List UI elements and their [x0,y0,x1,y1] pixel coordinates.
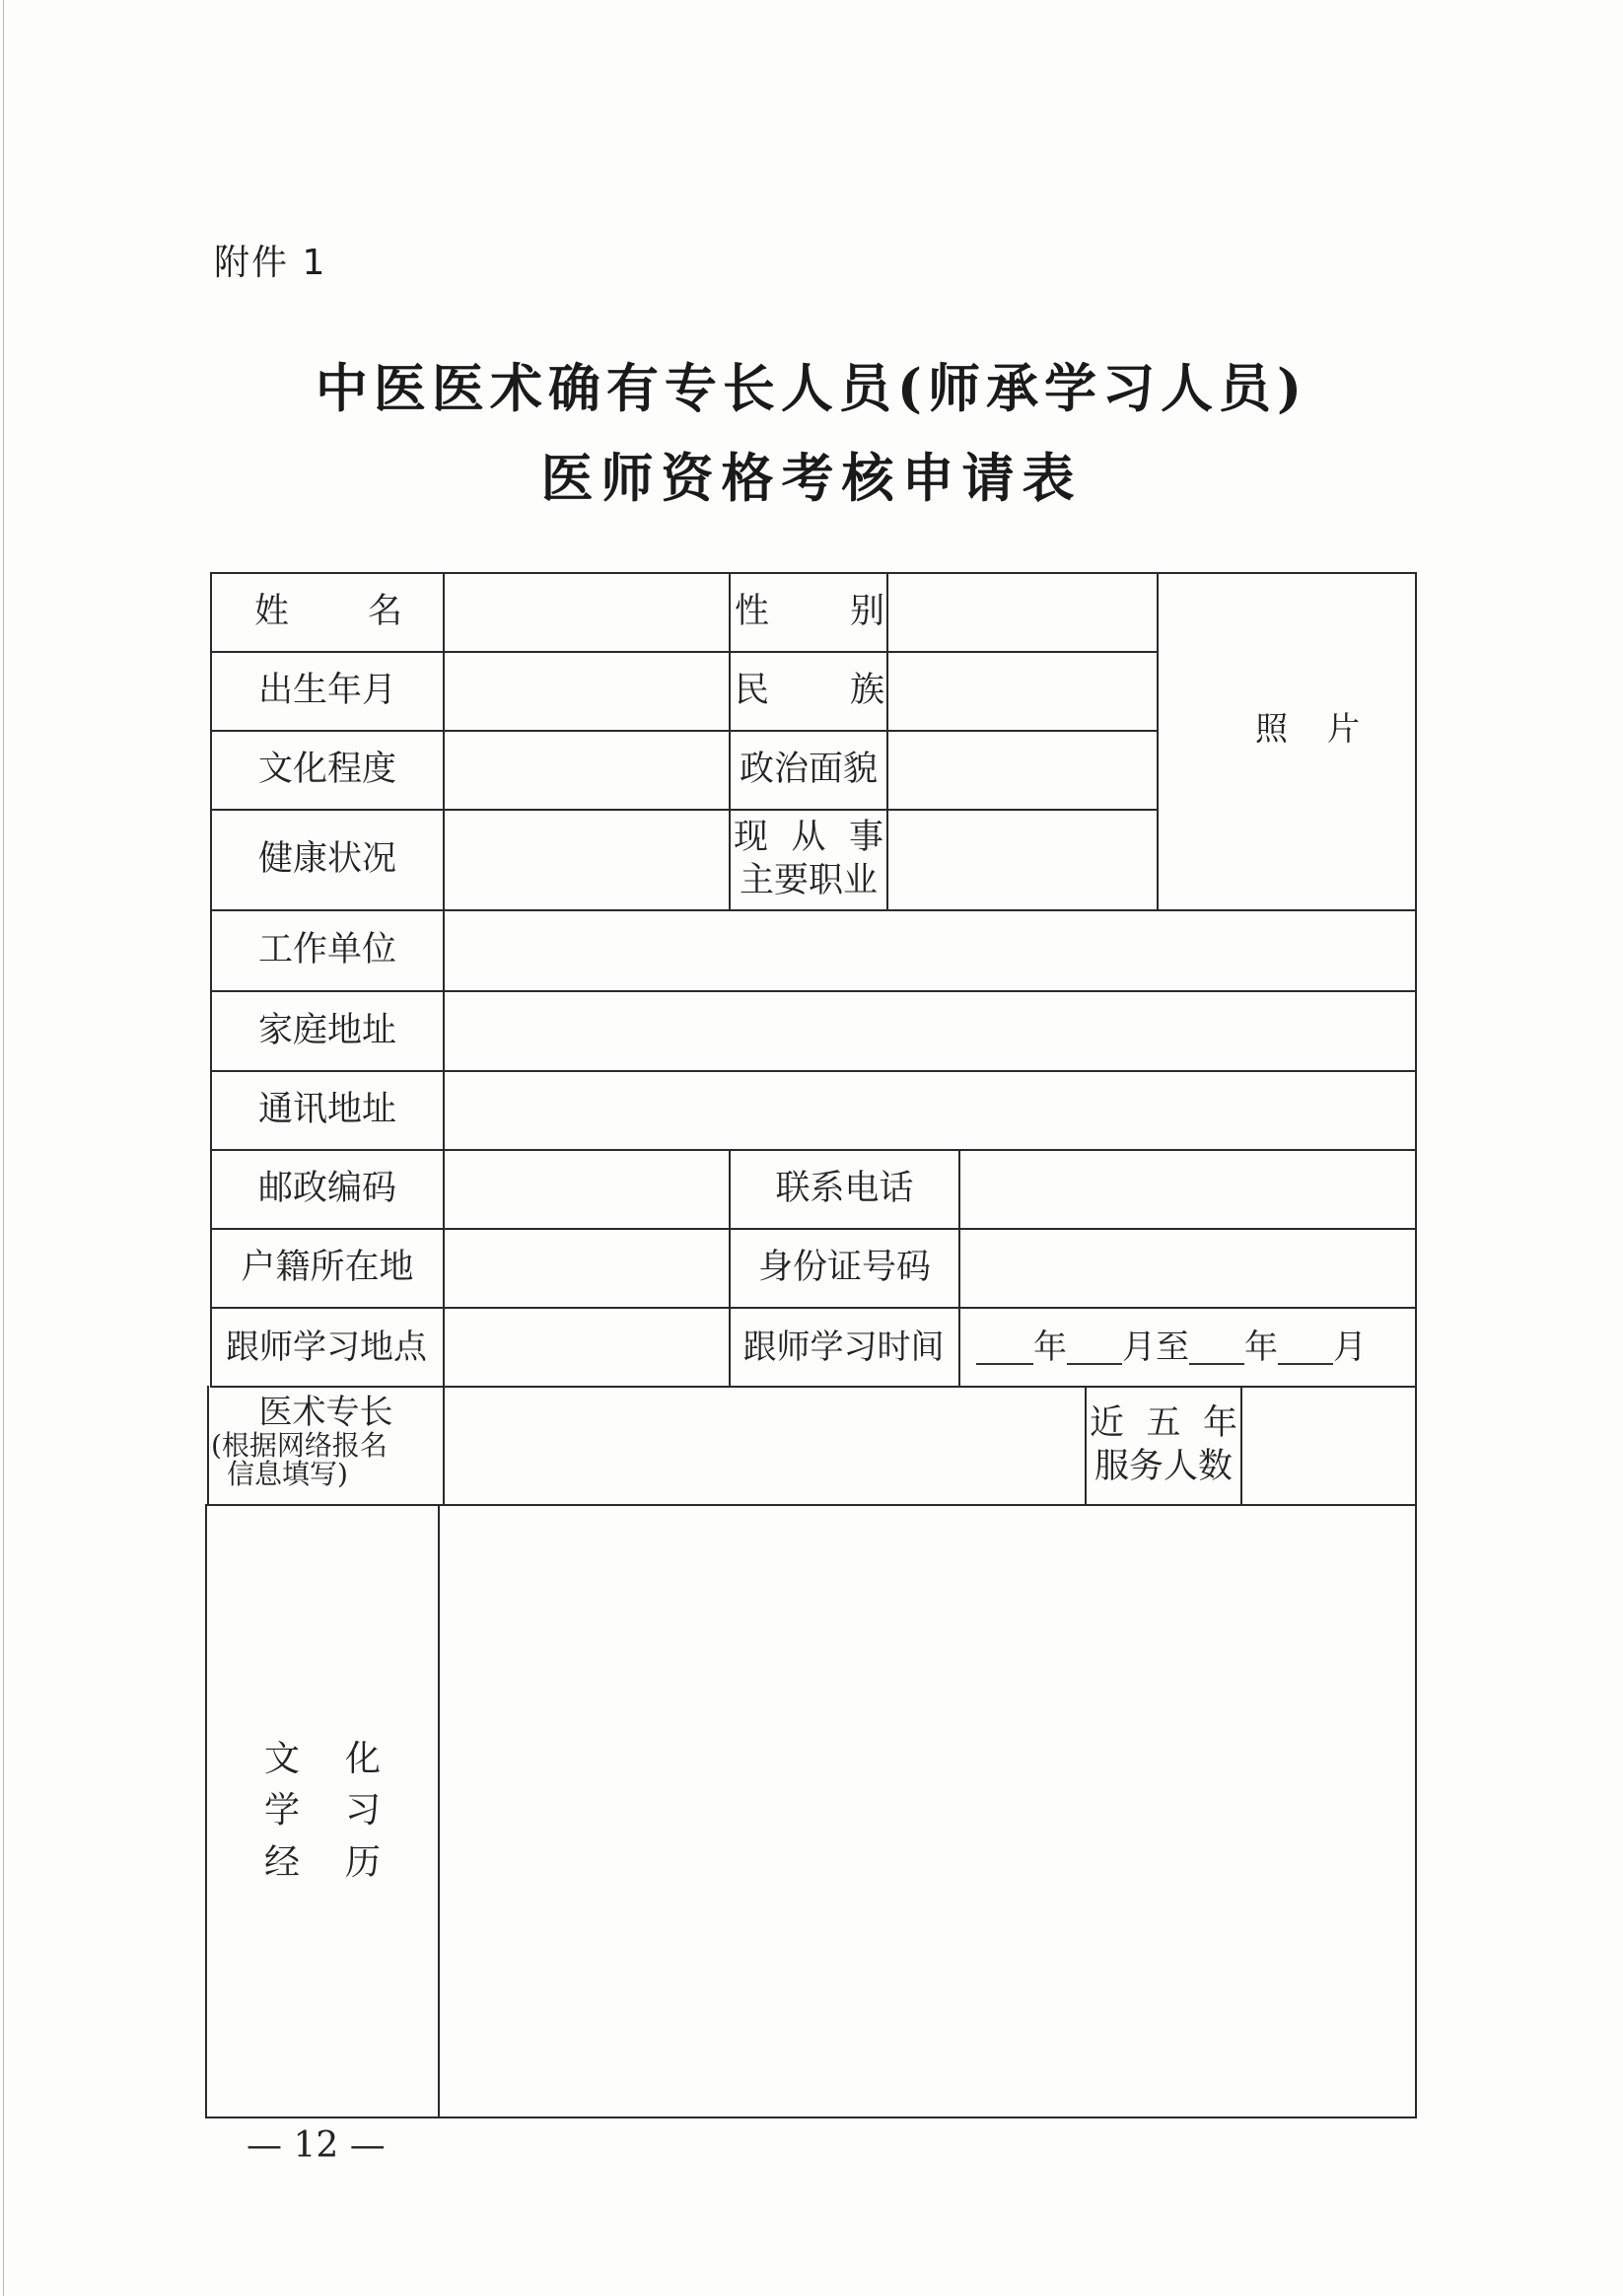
political-field[interactable] [888,732,1157,809]
ethnicity-label: 民 族 [735,671,884,711]
attachment-label: 附件 1 [214,243,327,283]
name-label: 姓 名 [254,592,402,632]
study-end-year-blank[interactable] [1189,1329,1244,1365]
table-border-bottom [205,2117,1415,2118]
household-label: 户籍所在地 [241,1248,414,1288]
name-field[interactable] [445,574,729,651]
phone-label: 联系电话 [775,1169,914,1209]
photo-box[interactable] [1159,574,1415,909]
study-place-field[interactable] [445,1309,729,1386]
served-count-field[interactable] [1242,1388,1415,1504]
political-label: 政治面貌 [739,750,878,790]
birth-label: 出生年月 [257,671,396,711]
specialty-field[interactable] [445,1388,1085,1504]
page-number: — 12 — [247,2125,386,2166]
study-start-month-blank[interactable] [1067,1329,1122,1365]
id-number-field[interactable] [960,1230,1415,1307]
photo-label: 照 片 [1255,709,1360,749]
health-label: 健康状况 [257,839,396,880]
study-end-month-blank[interactable] [1278,1329,1333,1365]
home-address-field[interactable] [445,992,1415,1070]
table-border-right [1415,572,1417,2118]
workplace-label: 工作单位 [257,930,396,970]
postcode-label: 邮政编码 [257,1169,396,1209]
occupation-label: 现 从 事 主要职业 [734,818,883,900]
id-number-label: 身份证号码 [757,1248,931,1288]
ethnicity-field[interactable] [888,653,1157,730]
education-field[interactable] [445,732,729,809]
study-place-label: 跟师学习地点 [226,1327,427,1367]
birth-field[interactable] [445,653,729,730]
mail-address-field[interactable] [445,1072,1415,1149]
form-title-line1: 中医医术确有专长人员(师承学习人员) [315,358,1308,419]
occupation-field[interactable] [888,811,1157,909]
study-time-field[interactable]: 年 月至 年 月 [976,1309,1415,1386]
phone-field[interactable] [960,1151,1415,1228]
household-field[interactable] [445,1230,729,1307]
gender-field[interactable] [888,574,1157,651]
specialty-label: 医术专长 (根据网络报名 信息填写) [211,1393,393,1491]
study-time-label: 跟师学习时间 [742,1327,945,1367]
form-title-line2: 医师资格考核申请表 [540,448,1083,509]
gender-label: 性 别 [735,592,884,632]
study-start-year-blank[interactable] [976,1329,1033,1365]
served-count-label: 近 五 年 服务人数 [1090,1403,1237,1486]
postcode-field[interactable] [445,1151,729,1228]
workplace-field[interactable] [445,911,1415,990]
education-label: 文化程度 [257,750,396,790]
mail-address-label: 通讯地址 [257,1090,396,1130]
home-address-label: 家庭地址 [257,1010,396,1050]
education-history-label: 文 化 学 习 经 历 [263,1739,382,1883]
health-field[interactable] [445,811,729,909]
education-history-field[interactable] [440,1506,1415,2117]
